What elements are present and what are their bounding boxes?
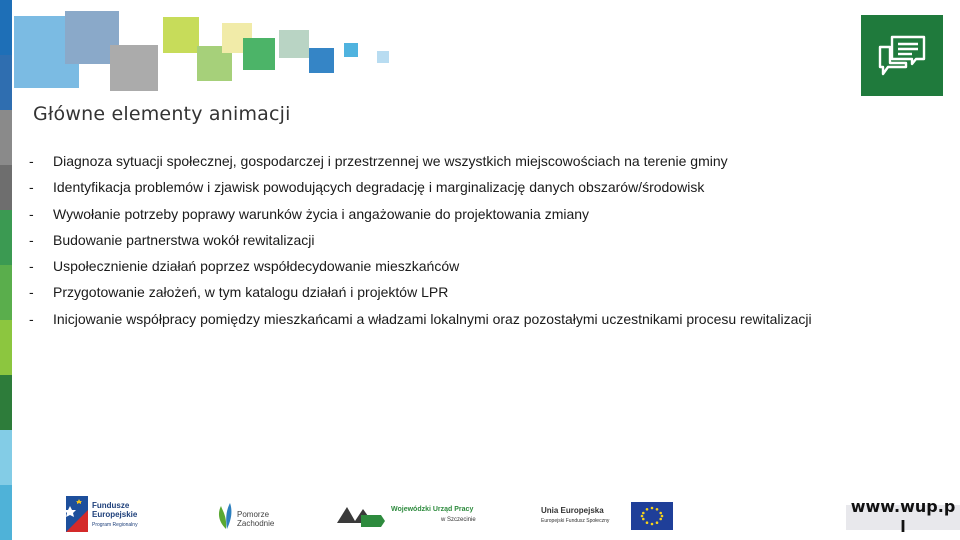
- header-icon-box: [861, 15, 943, 96]
- bullet-item: - Wywołanie potrzeby poprawy warunków życia i angażowanie do projektowania zmiany: [29, 205, 590, 222]
- left-color-stripe: [0, 0, 12, 540]
- bullet-item: - Diagnoza sytuacji społecznej, gospodarczej i przestrzennej we wszystkich miejscowościach na terenie gminy: [29, 153, 728, 169]
- stripe-segment: [0, 485, 12, 540]
- stripe-segment: [0, 0, 12, 55]
- decorative-square: [309, 48, 334, 73]
- fundusze-europejskie-logo: Fundusze Europejskie Program Regionalny: [66, 496, 156, 532]
- decorative-square: [110, 45, 158, 91]
- stripe-segment: [0, 55, 12, 110]
- stripe-segment: [0, 320, 12, 375]
- bullet-item: - Inicjowanie współpracy pomiędzy mieszkańcami a władzami lokalnymi oraz pozostałymi uczestnikami procesu rewitalizacji: [29, 310, 812, 327]
- stripe-segment: [0, 165, 12, 210]
- decorative-square: [377, 51, 389, 63]
- bullet-item: - Budowanie partnerstwa wokół rewitalizacji: [29, 231, 315, 248]
- decorative-square: [279, 30, 309, 58]
- bullet-item: - Przygotowanie założeń, w tym katalogu działań i projektów LPR: [29, 284, 449, 301]
- leaf-icon: [215, 500, 237, 530]
- stripe-segment: [0, 210, 12, 265]
- stripe-segment: [0, 375, 12, 430]
- page-title: Główne elementy animacji: [33, 103, 291, 125]
- wup-szczecin-logo: Wojewódzki Urząd Pracy w Szczecinie: [337, 501, 482, 531]
- bullet-list: [29, 149, 949, 333]
- website-link[interactable]: www.wup.p l: [850, 497, 956, 536]
- bullet-item: - Uspołecznienie działań poprzez współdecydowanie mieszkańców: [29, 258, 460, 275]
- pomorze-zachodnie-logo: Pomorze Zachodnie: [215, 500, 285, 532]
- fe-stars-icon: [66, 496, 88, 532]
- stripe-segment: [0, 110, 12, 165]
- bullet-item: - Identyfikacja problemów i zjawisk powodujących degradację i marginalizację danych obszarów/środowisk: [29, 179, 705, 196]
- decorative-square: [163, 17, 199, 53]
- stripe-segment: [0, 430, 12, 485]
- eu-flag-icon: [631, 502, 673, 530]
- wup-emblem-icon: [337, 501, 385, 529]
- decorative-square: [344, 43, 358, 57]
- speech-bubbles-icon: [876, 33, 928, 79]
- unia-europejska-logo: Unia Europejska Europejski Fundusz Społeczny: [541, 500, 676, 532]
- decorative-square: [243, 38, 275, 70]
- stripe-segment: [0, 265, 12, 320]
